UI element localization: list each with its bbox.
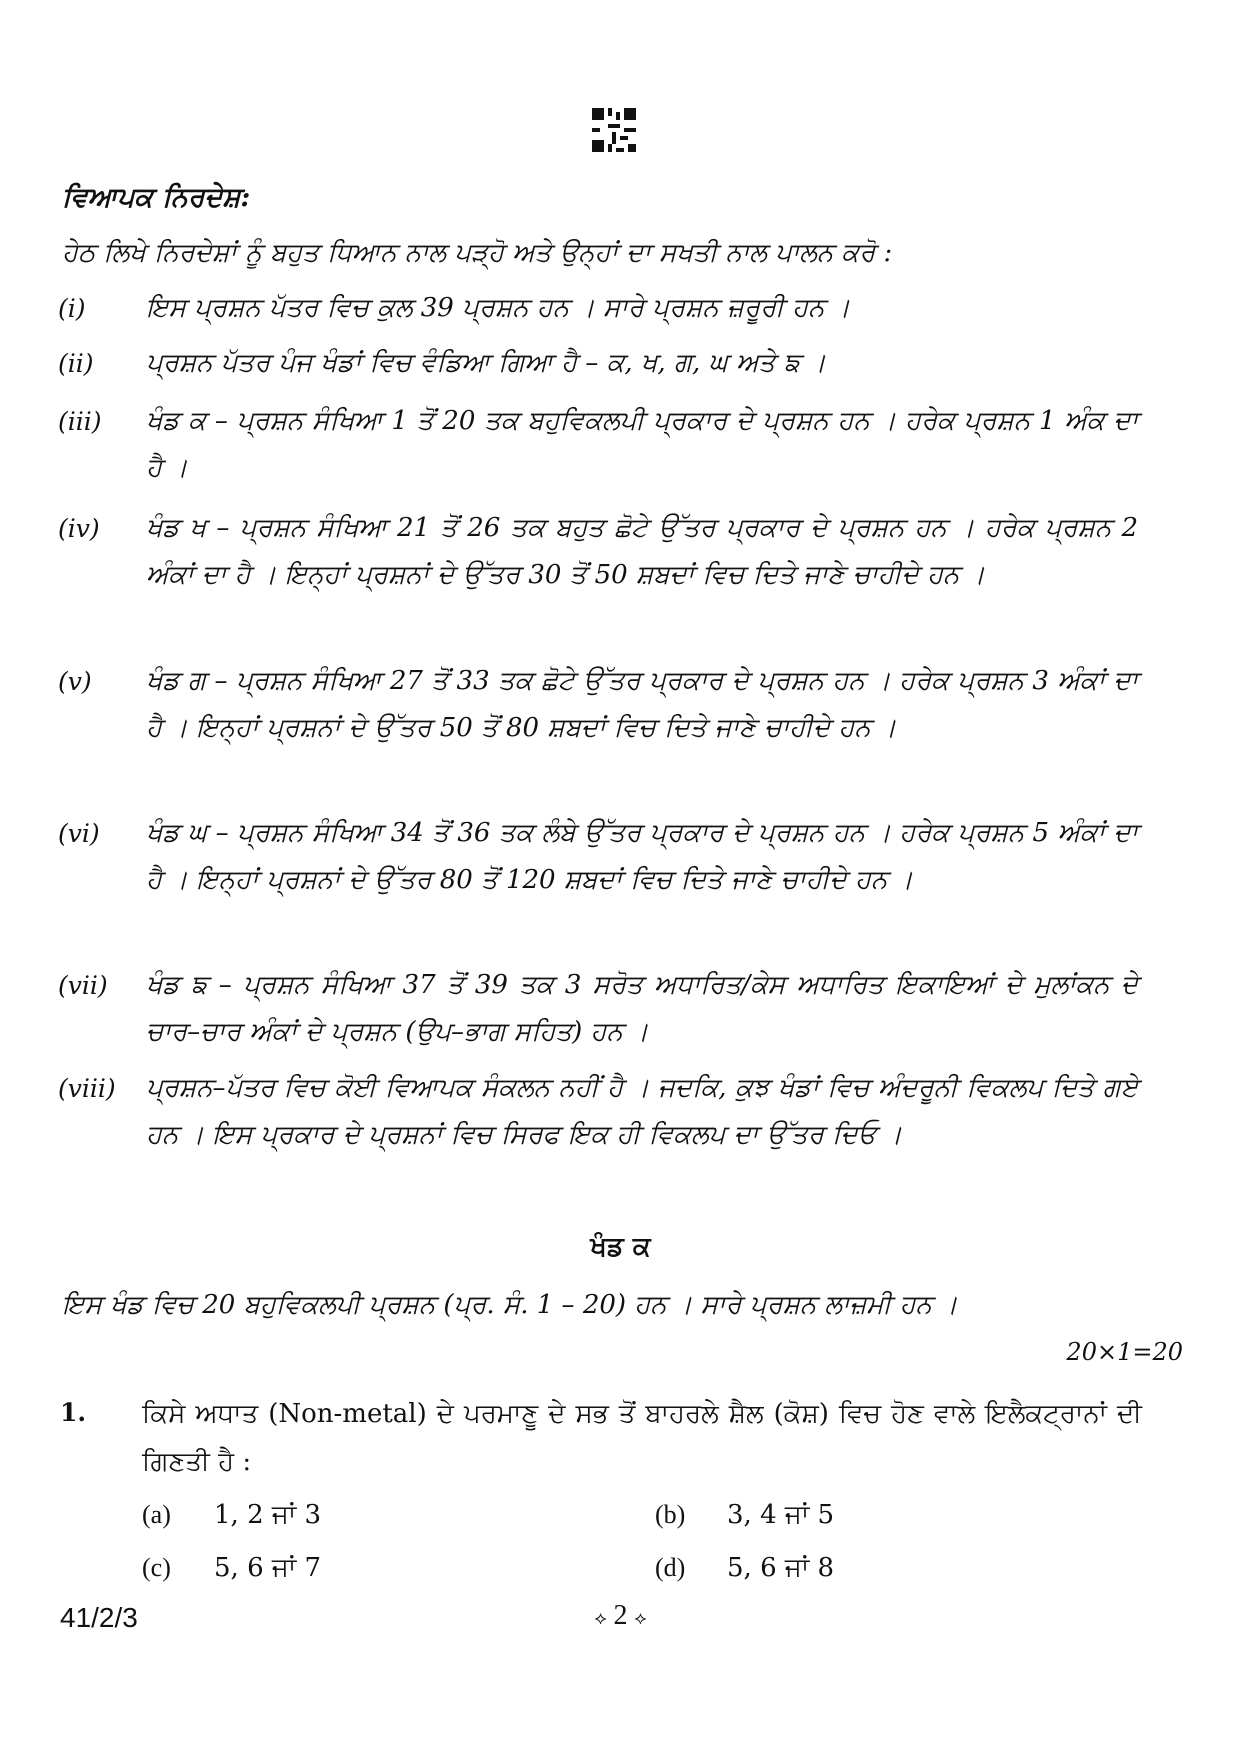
instructions-intro: ਹੇਠ ਲਿਖੇ ਨਿਰਦੇਸ਼ਾਂ ਨੂੰ ਬਹੁਤ ਧਿਆਨ ਨਾਲ ਪੜ੍ਹੋ ਅਤੇ ਉਨ੍ਹਾਂ ਦਾ ਸਖਤੀ ਨਾਲ ਪਾਲਨ ਕਰੋ :	[62, 238, 893, 268]
instruction-text: ਖੰਡ ਕ – ਪ੍ਰਸ਼ਨ ਸੰਖਿਆ 1 ਤੋਂ 20 ਤਕ ਬਹੁਵਿਕਲਪੀ ਪ੍ਰਕਾਰ ਦੇ ਪ੍ਰਸ਼ਨ ਹਨ । ਹਰੇਕ ਪ੍ਰਸ਼ਨ 1 ਅੰਕ ਦਾ ਹੈ ।	[146, 406, 1138, 483]
ornament-right-icon: ⟡	[634, 1608, 647, 1628]
instruction-number: (iv)	[58, 514, 100, 543]
page-number: 2	[613, 1600, 628, 1631]
section-title: ਖੰਡ ਕ	[590, 1232, 651, 1262]
ornament-left-icon: ⟡	[594, 1608, 607, 1628]
option-text: 5, 6 ਜਾਂ 7	[214, 1553, 322, 1583]
instruction-number: (v)	[58, 667, 92, 696]
option-text: 5, 6 ਜਾਂ 8	[727, 1553, 835, 1583]
instruction-number: (vii)	[58, 971, 108, 1000]
page-number-wrapper	[0, 1600, 1241, 1632]
instruction-text: ਖੰਡ ਘ – ਪ੍ਰਸ਼ਨ ਸੰਖਿਆ 34 ਤੋਂ 36 ਤਕ ਲੰਬੇ ਉੱਤਰ ਪ੍ਰਕਾਰ ਦੇ ਪ੍ਰਸ਼ਨ ਹਨ । ਹਰੇਕ ਪ੍ਰਸ਼ਨ 5 ਅੰਕਾਂ ਦਾ ਹੈ । ਇਨ੍ਹਾਂ ਪ੍ਰਸ਼ਨਾਂ ਦੇ ਉੱਤਰ 80 ਤੋਂ 120 ਸ਼ਬਦਾਂ ਵਿਚ ਦਿਤੇ ਜਾਣੇ ਚਾਹੀਦੇ ਹਨ ।	[146, 818, 1138, 895]
question-number: 1.	[60, 1398, 87, 1427]
option-text: 1, 2 ਜਾਂ 3	[214, 1500, 322, 1530]
option-text: 3, 4 ਜਾਂ 5	[727, 1500, 835, 1530]
option-label: (d)	[655, 1553, 686, 1582]
section-intro: ਇਸ ਖੰਡ ਵਿਚ 20 ਬਹੁਵਿਕਲਪੀ ਪ੍ਰਸ਼ਨ (ਪ੍ਰ. ਸੰ. 1 – 20) ਹਨ । ਸਾਰੇ ਪ੍ਰਸ਼ਨ ਲਾਜ਼ਮੀ ਹਨ ।	[62, 1290, 958, 1320]
option-b	[655, 1500, 834, 1531]
option-label: (a)	[142, 1500, 171, 1529]
instruction-item	[58, 810, 1138, 904]
instruction-text: ਖੰਡ ਗ – ਪ੍ਰਸ਼ਨ ਸੰਖਿਆ 27 ਤੋਂ 33 ਤਕ ਛੋਟੇ ਉੱਤਰ ਪ੍ਰਕਾਰ ਦੇ ਪ੍ਰਸ਼ਨ ਹਨ । ਹਰੇਕ ਪ੍ਰਸ਼ਨ 3 ਅੰਕਾਂ ਦਾ ਹੈ । ਇਨ੍ਹਾਂ ਪ੍ਰਸ਼ਨਾਂ ਦੇ ਉੱਤਰ 50 ਤੋਂ 80 ਸ਼ਬਦਾਂ ਵਿਚ ਦਿਤੇ ਜਾਣੇ ਚਾਹੀਦੇ ਹਨ ।	[146, 666, 1138, 743]
instruction-number: (viii)	[58, 1074, 116, 1103]
instruction-item	[58, 505, 1138, 599]
option-c	[142, 1553, 321, 1584]
paper-code: 41/2/3	[60, 1602, 138, 1633]
section-marks: 20×1=20	[1066, 1338, 1183, 1366]
instruction-item	[58, 658, 1138, 752]
instruction-item	[58, 285, 1138, 332]
instruction-text: ਇਸ ਪ੍ਰਸ਼ਨ ਪੱਤਰ ਵਿਚ ਕੁਲ 39 ਪ੍ਰਸ਼ਨ ਹਨ । ਸਾਰੇ ਪ੍ਰਸ਼ਨ ਜ਼ਰੂਰੀ ਹਨ ।	[146, 293, 851, 323]
instruction-item	[58, 340, 1138, 387]
option-label: (c)	[142, 1553, 171, 1582]
instruction-text: ਖੰਡ ਖ – ਪ੍ਰਸ਼ਨ ਸੰਖਿਆ 21 ਤੋਂ 26 ਤਕ ਬਹੁਤ ਛੋਟੇ ਉੱਤਰ ਪ੍ਰਕਾਰ ਦੇ ਪ੍ਰਸ਼ਨ ਹਨ । ਹਰੇਕ ਪ੍ਰਸ਼ਨ 2 ਅੰਕਾਂ ਦਾ ਹੈ । ਇਨ੍ਹਾਂ ਪ੍ਰਸ਼ਨਾਂ ਦੇ ਉੱਤਰ 30 ਤੋਂ 50 ਸ਼ਬਦਾਂ ਵਿਚ ਦਿਤੇ ਜਾਣੇ ਚਾਹੀਦੇ ਹਨ ।	[146, 513, 1138, 590]
option-a	[142, 1500, 321, 1531]
instruction-number: (vi)	[58, 819, 100, 848]
option-d	[655, 1553, 834, 1584]
instruction-text: ਪ੍ਰਸ਼ਨ ਪੱਤਰ ਪੰਜ ਖੰਡਾਂ ਵਿਚ ਵੰਡਿਆ ਗਿਆ ਹੈ – ਕ, ਖ, ਗ, ਘ ਅਤੇ ਙ ।	[146, 348, 827, 378]
qr-code-icon	[592, 108, 636, 152]
instruction-text: ਖੰਡ ਙ – ਪ੍ਰਸ਼ਨ ਸੰਖਿਆ 37 ਤੋਂ 39 ਤਕ 3 ਸਰੋਤ ਅਧਾਰਿਤ/ਕੇਸ ਅਧਾਰਿਤ ਇਕਾਇਆਂ ਦੇ ਮੁਲਾਂਕਨ ਦੇ ਚਾਰ–ਚਾਰ ਅੰਕਾਂ ਦੇ ਪ੍ਰਸ਼ਨ (ਉਪ–ਭਾਗ ਸਹਿਤ) ਹਨ ।	[146, 970, 1138, 1047]
instruction-number: (i)	[58, 294, 86, 323]
instruction-number: (ii)	[58, 349, 94, 378]
instruction-text: ਪ੍ਰਸ਼ਨ–ਪੱਤਰ ਵਿਚ ਕੋਈ ਵਿਆਪਕ ਸੰਕਲਨ ਨਹੀਂ ਹੈ । ਜਦਕਿ, ਕੁਝ ਖੰਡਾਂ ਵਿਚ ਅੰਦਰੂਨੀ ਵਿਕਲਪ ਦਿਤੇ ਗਏ ਹਨ । ਇਸ ਪ੍ਰਕਾਰ ਦੇ ਪ੍ਰਸ਼ਨਾਂ ਵਿਚ ਸਿਰਫ ਇਕ ਹੀ ਵਿਕਲਪ ਦਾ ਉੱਤਰ ਦਿਓ ।	[146, 1073, 1138, 1150]
general-instructions-heading: ਵਿਆਪਕ ਨਿਰਦੇਸ਼:	[62, 182, 251, 213]
option-label: (b)	[655, 1500, 686, 1529]
instruction-item	[58, 1065, 1138, 1159]
instruction-number: (iii)	[58, 407, 102, 436]
instruction-item	[58, 962, 1138, 1056]
question-text: ਕਿਸੇ ਅਧਾਤ (Non-metal) ਦੇ ਪਰਮਾਣੂ ਦੇ ਸਭ ਤੋਂ ਬਾਹਰਲੇ ਸ਼ੈਲ (ਕੋਸ਼) ਵਿਚ ਹੋਣ ਵਾਲੇ ਇਲੈਕਟ੍ਰਾਨਾਂ ਦੀ ਗਿਣਤੀ ਹੈ :	[142, 1399, 1142, 1477]
instruction-item	[58, 398, 1138, 492]
